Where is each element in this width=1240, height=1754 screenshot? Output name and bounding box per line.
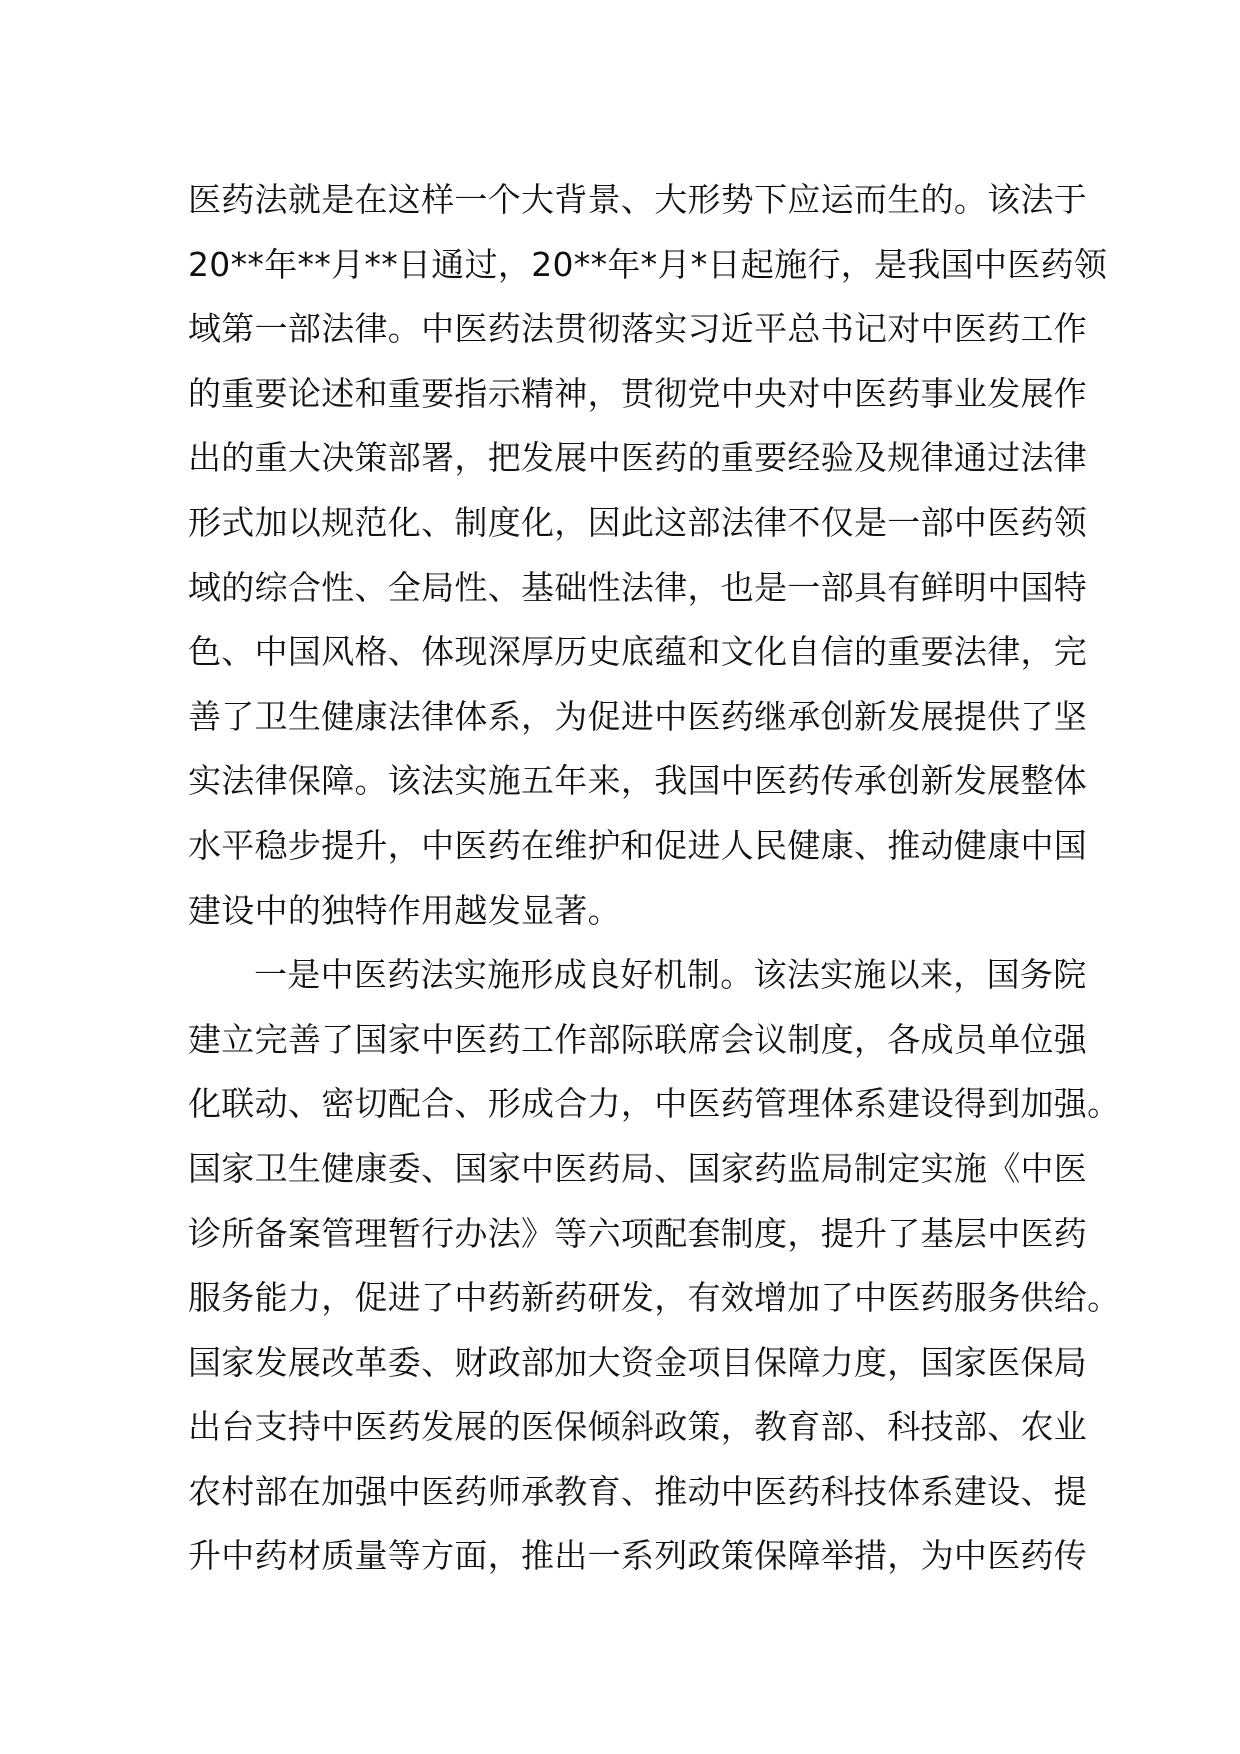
- text-line: 农村部在加强中医药师承教育、推动中医药科技体系建设、提: [188, 1471, 1088, 1511]
- text-line: 形式加以规范化、制度化，因此这部法律不仅是一部中医药领: [188, 502, 1088, 542]
- text-line: 出台支持中医药发展的医保倾斜政策，教育部、科技部、农业: [188, 1407, 1088, 1447]
- text-line: 诊所备案管理暂行办法》等六项配套制度，提升了基层中医药: [188, 1213, 1088, 1253]
- body-text: [188, 168, 1121, 1589]
- text-line: 化联动、密切配合、形成合力，中医药管理体系建设得到加强。: [188, 1084, 1121, 1124]
- paragraph-start-line: 一是中医药法实施形成良好机制。该法实施以来，国务院: [254, 955, 1087, 995]
- text-line: 水平稳步提升，中医药在维护和促进人民健康、推动健康中国: [188, 825, 1088, 865]
- text-line: 色、中国风格、体现深厚历史底蕴和文化自信的重要法律，完: [188, 632, 1088, 672]
- text-line: 建设中的独特作用越发显著。: [188, 890, 621, 930]
- text-line: 域第一部法律。中医药法贯彻落实习近平总书记对中医药工作: [188, 309, 1088, 349]
- text-line: 国家发展改革委、财政部加大资金项目保障力度，国家医保局: [188, 1342, 1088, 1382]
- text-line: 升中药材质量等方面，推出一系列政策保障举措，为中医药传: [188, 1536, 1088, 1576]
- text-line: 20**年**月**日通过，20**年*月*日起施行，是我国中医药领: [188, 244, 1108, 284]
- text-line: 实法律保障。该法实施五年来，我国中医药传承创新发展整体: [188, 761, 1088, 801]
- text-line: 医药法就是在这样一个大背景、大形势下应运而生的。该法于: [188, 180, 1088, 219]
- text-line: 国家卫生健康委、国家中医药局、国家药监局制定实施《中医: [188, 1148, 1088, 1188]
- text-line: 域的综合性、全局性、基础性法律，也是一部具有鲜明中国特: [188, 567, 1088, 607]
- text-line: 服务能力，促进了中药新药研发，有效增加了中医药服务供给。: [188, 1278, 1121, 1318]
- text-line: 的重要论述和重要指示精神，贯彻党中央对中医药事业发展作: [188, 373, 1088, 413]
- text-line: 出的重大决策部署，把发展中医药的重要经验及规律通过法律: [188, 438, 1088, 478]
- text-line: 建立完善了国家中医药工作部际联席会议制度，各成员单位强: [188, 1019, 1088, 1059]
- text-line: 善了卫生健康法律体系，为促进中医药继承创新发展提供了坚: [188, 696, 1088, 736]
